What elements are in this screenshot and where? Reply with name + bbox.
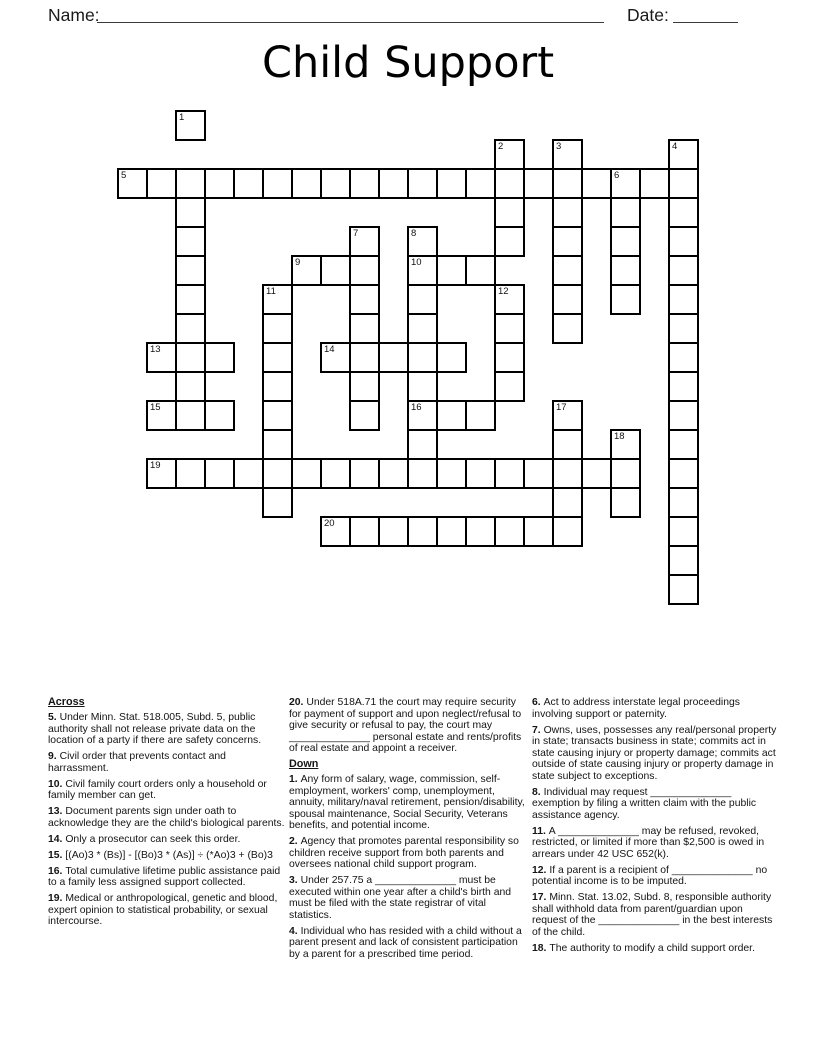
- grid-cell[interactable]: [407, 458, 438, 489]
- grid-cell[interactable]: [668, 284, 699, 315]
- grid-cell[interactable]: [175, 371, 206, 402]
- grid-cell[interactable]: [639, 168, 670, 199]
- grid-cell[interactable]: [175, 313, 206, 344]
- cell-number: 20: [324, 518, 335, 529]
- grid-cell[interactable]: [349, 255, 380, 286]
- grid-cell-6[interactable]: [610, 168, 641, 199]
- clue-across-10: 10. Civil family court orders only a household or family member can get.: [48, 778, 267, 801]
- grid-cell-2[interactable]: [494, 139, 525, 170]
- clue-number: 18.: [532, 942, 550, 954]
- grid-cell[interactable]: [610, 487, 641, 518]
- clue-down-3: 3. Under 257.75 a ______________ must be executed within one year after a child's birth and must be filed with the state registrar of vital statistics.: [289, 875, 512, 921]
- grid-cell[interactable]: [668, 197, 699, 228]
- grid-cell[interactable]: [465, 458, 496, 489]
- grid-cell[interactable]: [668, 400, 699, 431]
- grid-cell[interactable]: [349, 342, 380, 373]
- grid-cell[interactable]: [204, 400, 235, 431]
- clue-column-down: [532, 697, 777, 959]
- grid-cell[interactable]: [349, 400, 380, 431]
- cell-number: 11: [266, 286, 276, 297]
- cell-number: 14: [324, 344, 335, 355]
- grid-cell[interactable]: [494, 168, 525, 199]
- clue-number: 9.: [48, 751, 60, 762]
- grid-cell[interactable]: [291, 458, 322, 489]
- crossword-grid: [117, 110, 699, 605]
- grid-cell[interactable]: [610, 458, 641, 489]
- date-label: Date:: [627, 5, 669, 25]
- clue-number: 1.: [289, 774, 301, 785]
- grid-cell[interactable]: [552, 226, 583, 257]
- grid-cell[interactable]: [494, 197, 525, 228]
- grid-cell[interactable]: [175, 284, 206, 315]
- grid-cell[interactable]: [668, 371, 699, 402]
- grid-cell-1[interactable]: [175, 110, 206, 141]
- name-input-line[interactable]: [97, 3, 604, 23]
- name-label: Name:: [48, 5, 100, 25]
- grid-cell[interactable]: [175, 255, 206, 286]
- grid-cell[interactable]: [407, 429, 438, 460]
- grid-cell[interactable]: [552, 313, 583, 344]
- grid-cell[interactable]: [262, 371, 293, 402]
- grid-cell[interactable]: [262, 168, 293, 199]
- clue-number: 20.: [289, 697, 307, 708]
- clue-down-12: 12. If a parent is a recipient of ______________ no potential income is to be imputed.: [532, 864, 768, 887]
- grid-cell[interactable]: [204, 458, 235, 489]
- grid-cell[interactable]: [349, 313, 380, 344]
- grid-cell[interactable]: [378, 168, 409, 199]
- grid-cell[interactable]: [494, 516, 525, 547]
- clue-down-2: 2. Agency that promotes parental responsibility so children receive support from both parents and oversees national child support program.: [289, 836, 519, 870]
- clue-number: 4.: [289, 925, 301, 937]
- down-header: Down: [289, 758, 319, 770]
- grid-cell[interactable]: [233, 168, 264, 199]
- grid-cell[interactable]: [494, 458, 525, 489]
- grid-cell[interactable]: [349, 458, 380, 489]
- grid-cell[interactable]: [436, 458, 467, 489]
- grid-cell[interactable]: [349, 371, 380, 402]
- clue-across-20: 20. Under 518A.71 the court may require security for payment of support and upon neglect/refusal to give security or refusal to pay, the court may ______________ personal estate and rents/profits of real estate and appoint a receiver.: [289, 697, 522, 754]
- cell-number: 7: [353, 228, 359, 239]
- grid-cell-18[interactable]: [610, 429, 641, 460]
- clue-down-1: 1. Any form of salary, wage, commission, self-employment, workers' comp, unemployment, annuity, military/naval retirement, pension/disability, spousal maintenance, Social Security, Veterans benefits, and potential income.: [289, 774, 525, 831]
- grid-cell[interactable]: [262, 342, 293, 373]
- clue-across-13: 13. Document parents sign under oath to acknowledge they are the child's biological parents.: [48, 806, 285, 829]
- grid-cell[interactable]: [349, 168, 380, 199]
- grid-cell[interactable]: [494, 313, 525, 344]
- grid-cell[interactable]: [668, 226, 699, 257]
- grid-cell[interactable]: [407, 284, 438, 315]
- grid-cell-10[interactable]: [407, 255, 438, 286]
- grid-cell[interactable]: [320, 255, 351, 286]
- grid-cell[interactable]: [436, 168, 467, 199]
- grid-cell[interactable]: [552, 429, 583, 460]
- clue-across-15: 15. [(Ao)3 * (Bs)] - [(Bo)3 * (As)] ÷ (*Ao)3 + (Bo)3: [48, 849, 273, 861]
- grid-cell[interactable]: [175, 342, 206, 373]
- grid-cell[interactable]: [407, 342, 438, 373]
- grid-cell-13[interactable]: [146, 342, 177, 373]
- grid-cell[interactable]: [233, 458, 264, 489]
- cell-number: 9: [295, 257, 301, 268]
- puzzle-title: Child Support: [261, 38, 555, 88]
- grid-cell[interactable]: [262, 487, 293, 518]
- cell-number: 4: [672, 141, 678, 152]
- grid-cell[interactable]: [349, 284, 380, 315]
- grid-cell[interactable]: [378, 458, 409, 489]
- grid-cell-12[interactable]: [494, 284, 525, 315]
- cell-number: 10: [411, 257, 422, 268]
- grid-cell[interactable]: [436, 342, 467, 373]
- grid-cell[interactable]: [465, 400, 496, 431]
- clue-number: 19.: [48, 893, 66, 904]
- grid-cell[interactable]: [262, 400, 293, 431]
- grid-cell[interactable]: [465, 255, 496, 286]
- grid-cell[interactable]: [552, 168, 583, 199]
- grid-cell-14[interactable]: [320, 342, 351, 373]
- clue-down-7: 7. Owns, uses, possesses any real/personal property in state; transacts business in state; commits act in state causing injury or property damage; commits act outside of state causing injury or property damage in state subject to exceptions.: [532, 724, 777, 782]
- grid-cell[interactable]: [291, 168, 322, 199]
- grid-cell[interactable]: [146, 168, 177, 199]
- clue-across-19: 19. Medical or anthropological, genetic and blood, expert opinion to statistical probability, or sexual intercourse.: [48, 893, 278, 927]
- grid-cell[interactable]: [465, 168, 496, 199]
- grid-cell[interactable]: [581, 458, 612, 489]
- grid-cell[interactable]: [668, 255, 699, 286]
- grid-cell[interactable]: [610, 226, 641, 257]
- cell-number: 16: [411, 402, 422, 413]
- grid-cell[interactable]: [407, 516, 438, 547]
- grid-cell[interactable]: [668, 545, 699, 576]
- grid-cell[interactable]: [610, 284, 641, 315]
- grid-cell[interactable]: [436, 516, 467, 547]
- cell-number: 18: [614, 431, 625, 442]
- clue-down-18: 18. The authority to modify a child support order.: [532, 942, 755, 954]
- grid-cell[interactable]: [175, 400, 206, 431]
- grid-cell[interactable]: [262, 313, 293, 344]
- grid-cell[interactable]: [320, 458, 351, 489]
- clue-across-9: 9. Civil order that prevents contact and harrassment.: [48, 751, 226, 774]
- grid-cell-3[interactable]: [552, 139, 583, 170]
- grid-cell[interactable]: [436, 255, 467, 286]
- clue-down-4: 4. Individual who has resided with a child without a parent present and lack of consistent participation by a parent for a prescribed time period.: [289, 925, 522, 960]
- grid-cell[interactable]: [494, 342, 525, 373]
- clue-down-17: 17. Minn. Stat. 13.02, Subd. 8, responsible authority shall withhold data from parent/guardian upon request of the ______________ in the best interests of the child.: [532, 892, 773, 938]
- grid-cell-4[interactable]: [668, 139, 699, 170]
- grid-cell[interactable]: [610, 255, 641, 286]
- clue-down-8: 8. Individual may request ______________ exemption by filing a written claim with the public assistance agency.: [532, 786, 757, 821]
- grid-cell[interactable]: [407, 313, 438, 344]
- clue-number: 10.: [48, 778, 66, 790]
- grid-cell[interactable]: [262, 458, 293, 489]
- grid-cell[interactable]: [552, 458, 583, 489]
- cell-number: 17: [556, 402, 567, 413]
- clue-number: 14.: [48, 833, 66, 845]
- clue-across-14: 14. Only a prosecutor can seek this order.: [48, 833, 241, 845]
- grid-cell[interactable]: [175, 197, 206, 228]
- cell-number: 12: [498, 286, 509, 297]
- grid-cell[interactable]: [668, 342, 699, 373]
- clue-column-across: [48, 697, 287, 932]
- grid-cell[interactable]: [436, 400, 467, 431]
- cell-number: 19: [150, 460, 161, 471]
- cell-number: 8: [411, 228, 417, 239]
- grid-cell[interactable]: [668, 487, 699, 518]
- grid-cell[interactable]: [668, 313, 699, 344]
- grid-cell[interactable]: [494, 371, 525, 402]
- grid-cell[interactable]: [668, 574, 699, 605]
- grid-cell[interactable]: [465, 516, 496, 547]
- cell-number: 3: [556, 141, 562, 152]
- grid-cell[interactable]: [523, 516, 554, 547]
- clue-down-11: 11. A ______________ may be refused, revoked, restricted, or limited if more than $2,500 is owed in arrears under 42 USC 652(k).: [532, 825, 765, 860]
- cell-number: 15: [150, 402, 161, 413]
- clue-down-6: 6. Act to address interstate legal proceedings involving support or paternity.: [532, 697, 740, 720]
- grid-cell[interactable]: [581, 168, 612, 199]
- cell-number: 13: [150, 344, 161, 355]
- grid-cell[interactable]: [523, 458, 554, 489]
- grid-cell-15[interactable]: [146, 400, 177, 431]
- grid-cell[interactable]: [552, 284, 583, 315]
- grid-cell[interactable]: [407, 168, 438, 199]
- across-header: Across: [48, 696, 85, 708]
- grid-cell-19[interactable]: [146, 458, 177, 489]
- grid-cell[interactable]: [349, 516, 380, 547]
- grid-cell[interactable]: [378, 516, 409, 547]
- grid-cell[interactable]: [552, 487, 583, 518]
- cell-number: 6: [614, 170, 620, 181]
- grid-cell[interactable]: [552, 197, 583, 228]
- grid-cell[interactable]: [668, 168, 699, 199]
- grid-cell-16[interactable]: [407, 400, 438, 431]
- cell-number: 1: [179, 112, 185, 123]
- grid-cell[interactable]: [378, 342, 409, 373]
- clue-column-middle: [289, 697, 530, 965]
- grid-cell[interactable]: [552, 516, 583, 547]
- clue-across-16: 16. Total cumulative lifetime public assistance paid to a family less assigned support collected.: [48, 865, 281, 888]
- grid-cell[interactable]: [262, 429, 293, 460]
- grid-cell[interactable]: [494, 226, 525, 257]
- grid-cell-17[interactable]: [552, 400, 583, 431]
- grid-cell-20[interactable]: [320, 516, 351, 547]
- grid-cell-7[interactable]: [349, 226, 380, 257]
- clue-number: 5.: [48, 712, 60, 723]
- clue-number: 8.: [532, 786, 544, 798]
- grid-cell[interactable]: [175, 168, 206, 199]
- grid-cell-8[interactable]: [407, 226, 438, 257]
- grid-cell[interactable]: [175, 226, 206, 257]
- grid-cell[interactable]: [320, 168, 351, 199]
- cell-number: 2: [498, 141, 504, 152]
- clue-number: 6.: [532, 697, 544, 708]
- clue-number: 15.: [48, 849, 66, 861]
- date-input-line[interactable]: [673, 3, 738, 23]
- clue-number: 7.: [532, 724, 544, 736]
- grid-cell[interactable]: [668, 429, 699, 460]
- grid-cell[interactable]: [610, 197, 641, 228]
- grid-cell[interactable]: [175, 458, 206, 489]
- clue-number: 16.: [48, 865, 66, 877]
- grid-cell[interactable]: [204, 168, 235, 199]
- clue-number: 2.: [289, 836, 301, 847]
- grid-cell[interactable]: [204, 342, 235, 373]
- clue-number: 17.: [532, 892, 550, 903]
- cell-number: 5: [121, 170, 127, 181]
- grid-cell[interactable]: [523, 168, 554, 199]
- clue-number: 13.: [48, 806, 66, 817]
- grid-cell-11[interactable]: [262, 284, 293, 315]
- clue-number: 11.: [532, 825, 549, 837]
- clue-across-5: 5. Under Minn. Stat. 518.005, Subd. 5, public authority shall not release private data on the location of a party if there are safety concerns.: [48, 712, 262, 746]
- grid-cell[interactable]: [668, 458, 699, 489]
- grid-cell[interactable]: [668, 516, 699, 547]
- grid-cell[interactable]: [552, 255, 583, 286]
- grid-cell-9[interactable]: [291, 255, 322, 286]
- grid-cell[interactable]: [407, 371, 438, 402]
- grid-cell-5[interactable]: [117, 168, 148, 199]
- clue-number: 12.: [532, 864, 550, 876]
- clue-number: 3.: [289, 875, 301, 886]
